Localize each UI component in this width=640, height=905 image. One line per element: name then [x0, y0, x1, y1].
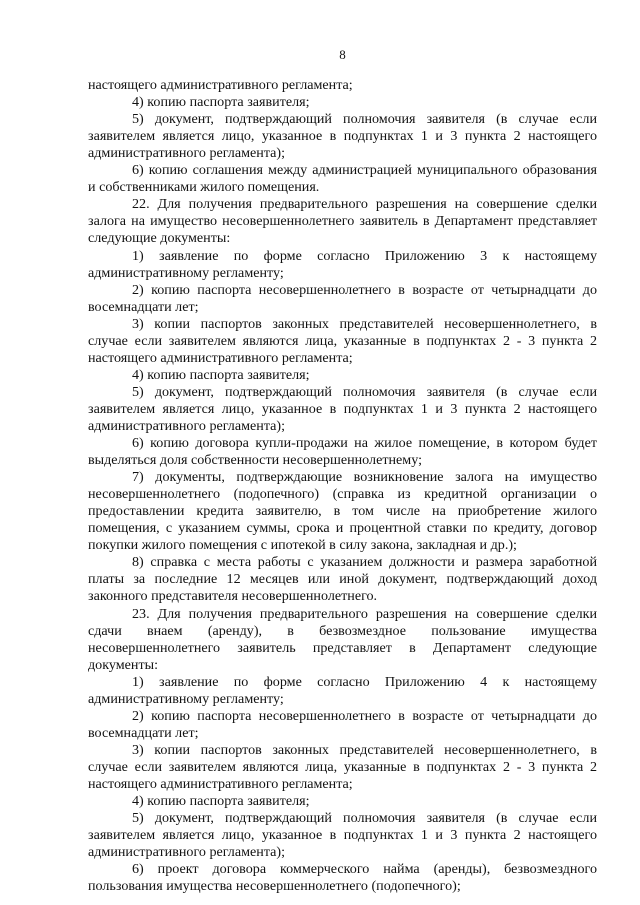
paragraph: 3) копии паспортов законных представителей несовершеннолетнего, в случае если заявителем являются лица, указанные в подпунктах 2 - 3 пункта 2 настоящего административного регламента; [88, 741, 597, 792]
paragraph: 1) заявление по форме согласно Приложению 3 к настоящему административному регламенту; [88, 247, 597, 281]
paragraph: 1) заявление по форме согласно Приложению 4 к настоящему административному регламенту; [88, 673, 597, 707]
paragraph: 7) документы, подтверждающие возникновение залога на имущество несовершеннолетнего (подопечного) (справка из кредитной организации о предоставлении кредита заявителю, в том числе на приобретение жилого помещения, с указанием суммы, срока и процентной ставки по кредиту, договор покупки жилого помещения с ипотекой в силу закона, закладная и др.); [88, 469, 597, 554]
paragraph: 6) копию соглашения между администрацией муниципального образования и собственниками жилого помещения. [88, 162, 597, 196]
paragraph: 2) копию паспорта несовершеннолетнего в возрасте от четырнадцати до восемнадцати лет; [88, 281, 597, 315]
paragraph: 6) проект договора коммерческого найма (аренды), безвозмездного пользования имущества несовершеннолетнего (подопечного); [88, 861, 597, 895]
paragraph: 5) документ, подтверждающий полномочия заявителя (в случае если заявителем является лицо, указанное в подпунктах 1 и 3 пункта 2 настоящего административного регламента); [88, 383, 597, 434]
paragraph: 4) копию паспорта заявителя; [132, 366, 310, 383]
paragraph: 4) копию паспорта заявителя; [132, 793, 310, 810]
paragraph: 22. Для получения предварительного разрешения на совершение сделки залога на имущество несовершеннолетнего заявитель в Департамент представляет следующие документы: [88, 196, 597, 247]
paragraph: 5) документ, подтверждающий полномочия заявителя (в случае если заявителем является лицо, указанное в подпунктах 1 и 3 пункта 2 настоящего административного регламента); [88, 111, 597, 162]
page-number: 8 [339, 47, 346, 62]
paragraph: 5) документ, подтверждающий полномочия заявителя (в случае если заявителем является лицо, указанное в подпунктах 1 и 3 пункта 2 настоящего административного регламента); [88, 810, 597, 861]
paragraph: 3) копии паспортов законных представителей несовершеннолетнего, в случае если заявителем являются лица, указанные в подпунктах 2 - 3 пункта 2 настоящего административного регламента; [88, 315, 597, 366]
paragraph: 6) копию договора купли-продажи на жилое помещение, в котором будет выделяться доля собственности несовершеннолетнему; [88, 435, 597, 469]
paragraph: 2) копию паспорта несовершеннолетнего в возрасте от четырнадцати до восемнадцати лет; [88, 707, 597, 741]
paragraph: 8) справка с места работы с указанием должности и размера заработной платы за последние 12 месяцев или иной документ, подтверждающий доход законного представителя несовершеннолетнего. [88, 554, 597, 605]
paragraph: 23. Для получения предварительного разрешения на совершение сделки сдачи внаем (аренду), в безвозмездное пользование имущества несовершеннолетнего заявитель представляет в Департамент следующие документы: [88, 605, 597, 673]
paragraph: 4) копию паспорта заявителя; [132, 94, 310, 111]
paragraph: настоящего административного регламента; [88, 77, 353, 94]
